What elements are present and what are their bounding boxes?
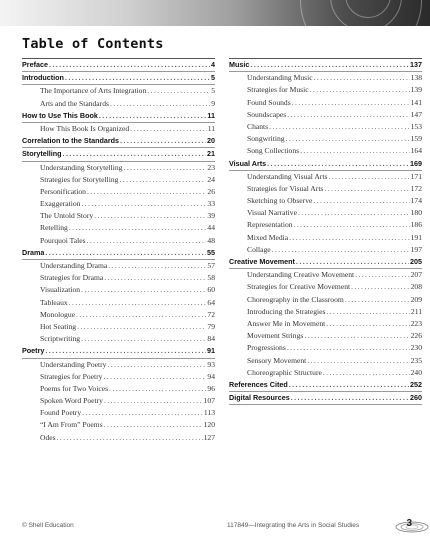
dot-leader bbox=[45, 345, 206, 357]
toc-entry-page: 172 bbox=[410, 183, 422, 193]
dot-leader bbox=[69, 297, 207, 309]
toc-subentry bbox=[229, 355, 422, 367]
banner-ring-decoration bbox=[300, 0, 422, 26]
toc-subentry bbox=[229, 195, 422, 207]
toc-entry-label: Understanding Creative Movement bbox=[247, 270, 355, 280]
dot-leader bbox=[286, 133, 410, 145]
toc-entry-label: Understanding Music bbox=[247, 73, 313, 83]
toc-entry-page: 11 bbox=[207, 110, 215, 120]
copyright-text: © Shell Education bbox=[22, 522, 74, 529]
page-number: 3 bbox=[406, 518, 412, 529]
dot-leader bbox=[289, 379, 409, 391]
toc-entry-label: Pourquoi Tales bbox=[40, 235, 86, 245]
dot-leader bbox=[82, 407, 203, 419]
dot-leader bbox=[110, 98, 210, 110]
toc-entry-label: Progressions bbox=[247, 343, 286, 353]
toc-entry-label: Strategies for Storytelling bbox=[40, 174, 119, 184]
toc-entry-page: 197 bbox=[410, 244, 422, 254]
toc-entry-page: 171 bbox=[410, 171, 422, 181]
toc-entry-page: 93 bbox=[207, 359, 215, 369]
toc-subentry bbox=[22, 419, 215, 431]
toc-section-entry bbox=[229, 256, 422, 269]
toc-entry-page: 55 bbox=[207, 247, 215, 257]
toc-entry-page: 169 bbox=[410, 158, 422, 168]
toc-entry-page: 205 bbox=[410, 257, 422, 266]
toc-entry-page: 9 bbox=[211, 98, 215, 108]
toc-entry-label: References Cited bbox=[229, 379, 288, 389]
toc-entry-label: How to Use This Book bbox=[22, 110, 98, 120]
toc-entry-page: 226 bbox=[410, 331, 422, 341]
dot-leader bbox=[65, 72, 210, 84]
toc-subentry bbox=[22, 321, 215, 333]
toc-entry-label: The Importance of Arts Integration bbox=[40, 86, 147, 96]
dot-leader bbox=[57, 432, 203, 444]
toc-entry-label: Odes bbox=[40, 432, 56, 442]
toc-entry-page: 191 bbox=[410, 232, 422, 242]
toc-subentry bbox=[22, 198, 215, 210]
toc-entry-page: 58 bbox=[207, 273, 215, 283]
dot-leader bbox=[99, 110, 207, 122]
toc-entry-page: 96 bbox=[207, 383, 215, 393]
toc-entry-label: Mixed Media bbox=[247, 232, 289, 242]
toc-entry-page: 153 bbox=[410, 121, 422, 131]
toc-subentry bbox=[229, 121, 422, 133]
toc-section-entry bbox=[22, 148, 215, 161]
dot-leader bbox=[296, 256, 409, 268]
toc-subentry bbox=[229, 207, 422, 219]
toc-subentry bbox=[22, 284, 215, 296]
toc-subentry bbox=[229, 330, 422, 342]
toc-entry-page: 107 bbox=[203, 396, 215, 406]
toc-entry-page: 84 bbox=[207, 334, 215, 344]
toc-entry-label: Poetry bbox=[22, 346, 45, 356]
toc-entry-label: Visualization bbox=[40, 285, 81, 295]
dot-leader bbox=[313, 195, 409, 207]
toc-subentry bbox=[22, 407, 215, 419]
toc-subentry bbox=[229, 232, 422, 244]
toc-entry-label: Sensory Movement bbox=[247, 355, 307, 365]
dot-leader bbox=[250, 59, 409, 71]
dot-leader bbox=[326, 306, 409, 318]
dot-leader bbox=[323, 367, 410, 379]
page-title: Table of Contents bbox=[22, 36, 164, 52]
page-footer bbox=[22, 519, 430, 533]
toc-entry-page: 5 bbox=[211, 73, 215, 83]
toc-entry-label: Introducing the Strategies bbox=[247, 306, 326, 316]
toc-column-left bbox=[22, 58, 215, 444]
dot-leader bbox=[81, 333, 206, 345]
toc-subentry bbox=[22, 222, 215, 234]
toc-column-right bbox=[229, 58, 422, 405]
toc-entry-page: 127 bbox=[203, 432, 215, 442]
toc-subentry bbox=[22, 260, 215, 272]
dot-leader bbox=[108, 260, 206, 272]
dot-leader bbox=[314, 72, 410, 84]
toc-entry-label: Spoken Word Poetry bbox=[40, 396, 103, 406]
toc-entry-page: 11 bbox=[207, 123, 215, 133]
toc-subentry bbox=[22, 235, 215, 247]
toc-section-entry bbox=[22, 110, 215, 123]
dot-leader bbox=[104, 395, 203, 407]
toc-section-entry bbox=[229, 158, 422, 171]
toc-subentry bbox=[229, 183, 422, 195]
toc-entry-label: Retelling bbox=[40, 223, 68, 233]
toc-entry-page: 147 bbox=[410, 109, 422, 119]
toc-entry-label: Drama bbox=[22, 247, 45, 257]
dot-leader bbox=[87, 186, 206, 198]
toc-entry-label: Found Sounds bbox=[247, 97, 291, 107]
toc-entry-label: Personification bbox=[40, 186, 86, 196]
toc-entry-label: Collage bbox=[247, 244, 271, 254]
toc-subentry bbox=[229, 306, 422, 318]
toc-subentry bbox=[22, 85, 215, 97]
dot-leader bbox=[94, 210, 206, 222]
toc-subentry bbox=[229, 145, 422, 157]
toc-entry-page: 141 bbox=[410, 97, 422, 107]
toc-subentry bbox=[22, 359, 215, 371]
toc-entry-label: Creative Movement bbox=[229, 257, 295, 266]
toc-subentry bbox=[229, 97, 422, 109]
toc-subentry bbox=[22, 371, 215, 383]
toc-entry-page: 64 bbox=[207, 297, 215, 307]
toc-subentry bbox=[229, 171, 422, 183]
dot-leader bbox=[304, 330, 409, 342]
toc-section-entry bbox=[22, 345, 215, 358]
dot-leader bbox=[287, 342, 410, 354]
toc-entry-page: 138 bbox=[410, 73, 422, 83]
toc-entry-page: 72 bbox=[207, 309, 215, 319]
dot-leader bbox=[120, 135, 206, 147]
dot-leader bbox=[81, 198, 206, 210]
toc-entry-label: Movement Strings bbox=[247, 331, 304, 341]
toc-entry-label: Preface bbox=[22, 60, 48, 69]
toc-entry-label: Choreographic Structure bbox=[247, 367, 322, 377]
toc-subentry bbox=[229, 133, 422, 145]
toc-entry-page: 57 bbox=[207, 261, 215, 270]
toc-entry-label: Songwriting bbox=[247, 134, 285, 144]
dot-leader bbox=[87, 235, 207, 247]
toc-entry-page: 113 bbox=[203, 408, 215, 418]
dot-leader bbox=[104, 272, 206, 284]
toc-subentry bbox=[22, 98, 215, 110]
toc-subentry bbox=[229, 219, 422, 231]
toc-entry-page: 23 bbox=[207, 162, 215, 172]
dot-leader bbox=[298, 207, 410, 219]
toc-subentry bbox=[229, 84, 422, 96]
dot-leader bbox=[123, 162, 206, 174]
dot-leader bbox=[355, 269, 409, 281]
toc-entry-label: Music bbox=[229, 60, 250, 69]
toc-entry-page: 5 bbox=[211, 86, 215, 96]
toc-subentry bbox=[22, 123, 215, 135]
toc-entry-page: 208 bbox=[410, 282, 422, 292]
dot-leader bbox=[107, 359, 206, 371]
toc-entry-page: 39 bbox=[207, 211, 215, 221]
toc-entry-page: 159 bbox=[410, 134, 422, 144]
toc-subentry bbox=[229, 281, 422, 293]
toc-entry-page: 4 bbox=[211, 60, 215, 69]
dot-leader bbox=[289, 232, 409, 244]
dot-leader bbox=[76, 309, 206, 321]
toc-entry-page: 209 bbox=[410, 294, 422, 304]
dot-leader bbox=[81, 284, 206, 296]
dot-leader bbox=[307, 355, 409, 367]
toc-subentry bbox=[229, 318, 422, 330]
toc-subentry bbox=[22, 186, 215, 198]
dot-leader bbox=[267, 158, 409, 170]
toc-entry-label: Exaggeration bbox=[40, 199, 81, 209]
toc-entry-label: The Untold Story bbox=[40, 211, 94, 221]
toc-entry-page: 240 bbox=[410, 367, 422, 377]
toc-entry-page: 60 bbox=[207, 285, 215, 295]
toc-subentry bbox=[22, 210, 215, 222]
dot-leader bbox=[63, 148, 206, 160]
dot-leader bbox=[291, 392, 409, 404]
toc-entry-label: Understanding Poetry bbox=[40, 359, 107, 369]
toc-subentry bbox=[229, 109, 422, 121]
toc-entry-page: 94 bbox=[207, 371, 215, 381]
toc-entry-label: Digital Resources bbox=[229, 393, 290, 403]
toc-entry-label: Arts and the Standards bbox=[40, 98, 109, 108]
dot-leader bbox=[49, 59, 210, 71]
toc-subentry bbox=[229, 367, 422, 379]
toc-entry-label: Tableaux bbox=[40, 297, 68, 307]
toc-entry-page: 33 bbox=[207, 199, 215, 209]
dot-leader bbox=[326, 318, 409, 330]
toc-entry-page: 20 bbox=[207, 136, 215, 146]
toc-entry-label: Representation bbox=[247, 220, 293, 230]
dot-leader bbox=[103, 371, 206, 383]
toc-entry-label: Understanding Drama bbox=[40, 261, 108, 270]
dot-leader bbox=[328, 171, 409, 183]
dot-leader bbox=[287, 109, 409, 121]
toc-entry-label: Found Poetry bbox=[40, 408, 82, 418]
dot-leader bbox=[109, 383, 206, 395]
dot-leader bbox=[272, 244, 410, 256]
toc-entry-label: Strategies for Visual Arts bbox=[247, 183, 324, 193]
toc-subentry bbox=[229, 342, 422, 354]
toc-entry-page: 24 bbox=[207, 174, 215, 184]
toc-entry-label: Storytelling bbox=[22, 149, 62, 159]
toc-entry-label: Monologue bbox=[40, 309, 76, 319]
dot-leader bbox=[69, 222, 207, 234]
dot-leader bbox=[147, 85, 210, 97]
toc-subentry bbox=[22, 162, 215, 174]
dot-leader bbox=[351, 281, 409, 293]
toc-entry-page: 180 bbox=[410, 208, 422, 218]
toc-subentry bbox=[22, 272, 215, 284]
toc-subentry bbox=[229, 269, 422, 281]
toc-entry-page: 91 bbox=[207, 346, 215, 356]
toc-entry-label: How This Book Is Organized bbox=[40, 123, 130, 133]
toc-entry-label: Understanding Storytelling bbox=[40, 162, 123, 172]
dot-leader bbox=[292, 97, 410, 109]
toc-entry-label: Soundscapes bbox=[247, 109, 287, 119]
toc-subentry bbox=[22, 432, 215, 444]
toc-entry-page: 48 bbox=[207, 235, 215, 245]
toc-entry-page: 139 bbox=[410, 85, 422, 95]
toc-entry-page: 21 bbox=[207, 149, 215, 159]
dot-leader bbox=[130, 123, 207, 135]
toc-entry-page: 207 bbox=[410, 270, 422, 280]
toc-entry-label: Strategies for Creative Movement bbox=[247, 282, 351, 292]
dot-leader bbox=[300, 145, 410, 157]
toc-subentry bbox=[229, 294, 422, 306]
toc-entry-label: Strategies for Poetry bbox=[40, 371, 103, 381]
toc-entry-page: 186 bbox=[410, 220, 422, 230]
dot-leader bbox=[104, 419, 203, 431]
toc-entry-label: Correlation to the Standards bbox=[22, 136, 120, 146]
page-number-badge bbox=[382, 519, 430, 533]
toc-section-entry bbox=[22, 72, 215, 85]
dot-leader bbox=[119, 174, 206, 186]
toc-entry-label: Answer Me in Movement bbox=[247, 318, 326, 328]
toc-section-entry bbox=[229, 392, 422, 405]
dot-leader bbox=[345, 294, 410, 306]
toc-subentry bbox=[22, 297, 215, 309]
dot-leader bbox=[77, 321, 206, 333]
toc-entry-page: 252 bbox=[410, 379, 422, 389]
toc-entry-page: 164 bbox=[410, 146, 422, 156]
toc-entry-page: 260 bbox=[410, 393, 422, 403]
toc-entry-label: Introduction bbox=[22, 73, 64, 83]
dot-leader bbox=[310, 84, 410, 96]
toc-entry-label: Sketching to Observe bbox=[247, 196, 313, 206]
dot-leader bbox=[45, 247, 206, 259]
toc-entry-label: Song Collections bbox=[247, 146, 300, 156]
toc-section-entry bbox=[229, 59, 422, 72]
toc-subentry bbox=[22, 174, 215, 186]
header-banner bbox=[0, 0, 430, 26]
toc-entry-label: Poems for Two Voices bbox=[40, 383, 109, 393]
book-title-text: 117849—Integrating the Arts in Social Studies bbox=[227, 522, 360, 529]
toc-entry-page: 235 bbox=[410, 355, 422, 365]
toc-entry-page: 211 bbox=[410, 306, 422, 316]
toc-entry-page: 26 bbox=[207, 186, 215, 196]
toc-entry-label: Strategies for Music bbox=[247, 85, 309, 95]
toc-subentry bbox=[22, 309, 215, 321]
toc-entry-label: “I Am From” Poems bbox=[40, 420, 103, 430]
toc-entry-page: 174 bbox=[410, 196, 422, 206]
toc-entry-label: Visual Narrative bbox=[247, 208, 297, 218]
toc-subentry bbox=[22, 333, 215, 345]
toc-entry-page: 79 bbox=[207, 321, 215, 331]
toc-section-entry bbox=[22, 135, 215, 148]
toc-subentry bbox=[229, 72, 422, 84]
toc-entry-label: Choreography in the Classroom bbox=[247, 294, 344, 304]
toc-subentry bbox=[22, 383, 215, 395]
dot-leader bbox=[324, 183, 409, 195]
toc-section-entry bbox=[22, 59, 215, 72]
toc-entry-label: Strategies for Drama bbox=[40, 273, 104, 283]
toc-subentry bbox=[229, 244, 422, 256]
toc-entry-page: 137 bbox=[410, 60, 422, 69]
toc-entry-label: Scriptwriting bbox=[40, 334, 81, 344]
toc-entry-label: Visual Arts bbox=[229, 158, 267, 168]
toc-entry-label: Chants bbox=[247, 121, 269, 131]
dot-leader bbox=[294, 219, 410, 231]
dot-leader bbox=[269, 121, 410, 133]
toc-section-entry bbox=[229, 379, 422, 392]
toc-entry-label: Hot Seating bbox=[40, 321, 77, 331]
toc-entry-label: Understanding Visual Arts bbox=[247, 171, 328, 181]
toc-section-entry bbox=[22, 247, 215, 260]
toc-subentry bbox=[22, 395, 215, 407]
toc-entry-page: 223 bbox=[410, 318, 422, 328]
toc-entry-page: 230 bbox=[410, 343, 422, 353]
toc-entry-page: 44 bbox=[207, 223, 215, 233]
toc-entry-page: 120 bbox=[203, 420, 215, 430]
